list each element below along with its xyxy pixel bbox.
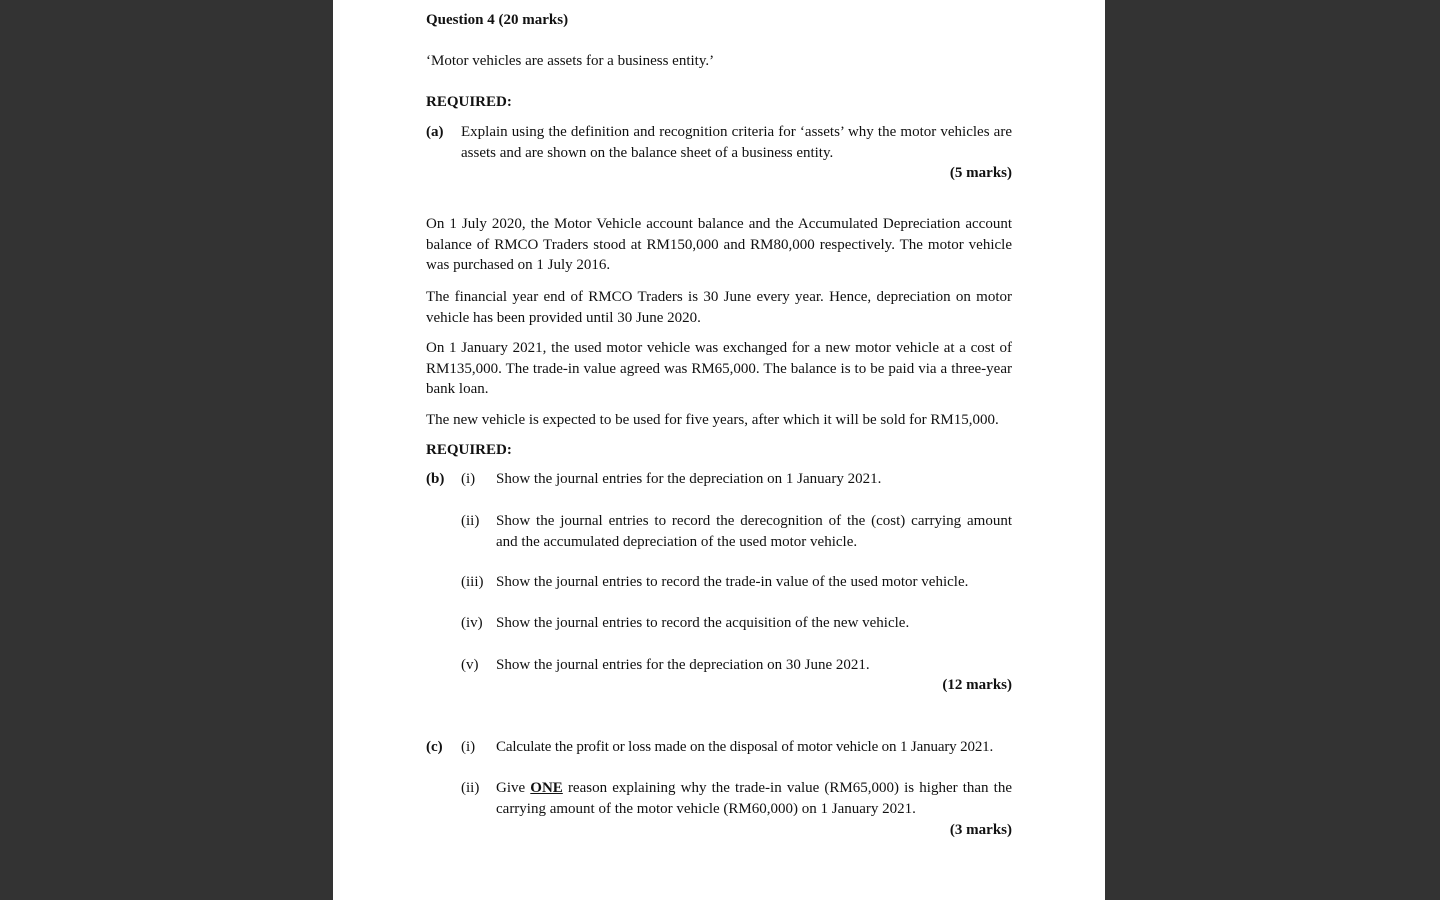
scenario-paragraph-3: On 1 January 2021, the used motor vehicle was exchanged for a new motor vehicle at a cost of RM135,000. The trade-in value agreed was RM65,000. The balance is to be paid via a three-year bank loan. — [426, 340, 1012, 398]
part-c-item-text — [496, 778, 1012, 819]
part-a-text: Explain using the definition and recognition criteria for ‘assets’ why the motor vehicles are assets and are shown on the balance sheet of a business entity. — [461, 124, 1012, 161]
part-b-item-number: (v) — [461, 657, 479, 673]
part-b-item-number: (iv) — [461, 615, 483, 631]
part-c-marks: (3 marks) — [949, 822, 1012, 838]
part-a-marks: (5 marks) — [949, 165, 1012, 181]
part-b-item-text: Show the journal entries to record the derecognition of the (cost) carrying amount and the accumulated depreciation of the used motor vehicle. — [496, 513, 1012, 550]
part-c-item-text: Calculate the profit or loss made on the disposal of motor vehicle on 1 January 2021. — [496, 739, 994, 755]
scenario-paragraph-4: The new vehicle is expected to be used for five years, after which it will be sold for RM15,000. — [426, 412, 999, 428]
part-b-item-number: (i) — [461, 471, 476, 487]
part-c-item-number: (i) — [461, 739, 476, 755]
required-heading-a: REQUIRED: — [426, 94, 512, 110]
part-c-item-text-start: Give — [496, 780, 531, 796]
document-page — [333, 0, 1105, 900]
part-b-item-text: Show the journal entries to record the acquisition of the new vehicle. — [496, 615, 910, 631]
part-b-item-number: (iii) — [461, 574, 484, 590]
part-c-item-text-end: reason explaining why the trade-in value (RM65,000) is higher than the carrying amount of the motor vehicle (RM60,000) on 1 January 2021. — [496, 780, 1012, 817]
scenario-paragraph-1: On 1 July 2020, the Motor Vehicle account balance and the Accumulated Depreciation account balance of RMCO Traders stood at RM150,000 and RM80,000 respectively. The motor vehicle was purchased on 1 July 2016. — [426, 216, 1012, 274]
emphasis-one: ONE — [530, 780, 563, 796]
scenario-paragraph-2: The financial year end of RMCO Traders is 30 June every year. Hence, depreciation on motor vehicle has been provided until 30 June 2020. — [426, 289, 1012, 326]
part-b-item-text: Show the journal entries for the depreciation on 30 June 2021. — [496, 657, 870, 673]
quote-text: ‘Motor vehicles are assets for a business entity.’ — [426, 53, 715, 69]
part-b-label: (b) — [426, 471, 445, 487]
question-title: Question 4 (20 marks) — [426, 12, 569, 28]
part-b-marks: (12 marks) — [942, 677, 1012, 693]
part-c-item-number: (ii) — [461, 780, 480, 796]
part-b-item-text: Show the journal entries for the depreciation on 1 January 2021. — [496, 471, 882, 487]
part-a-label: (a) — [426, 124, 444, 140]
part-b-item-number: (ii) — [461, 513, 480, 529]
part-c-label: (c) — [426, 739, 443, 755]
part-b-item-text: Show the journal entries to record the trade-in value of the used motor vehicle. — [496, 574, 969, 590]
required-heading-b: REQUIRED: — [426, 442, 512, 458]
